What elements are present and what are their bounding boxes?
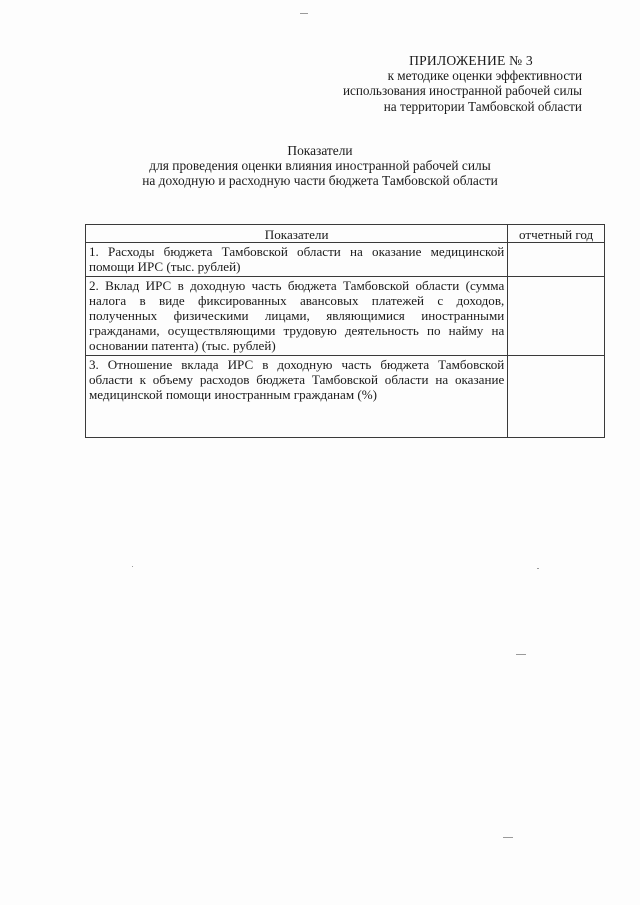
indicator-cell: 3. Отношение вклада ИРС в доходную часть бюджета Тамбовской области к объему расходов бюджета Тамбовской области на оказание медицинской помощи иностранным гражданам (%) [86,356,508,438]
scan-speck [516,654,526,655]
column-header-year: отчетный год [508,225,605,243]
scan-speck [537,568,539,569]
appendix-line: к методике оценки эффективности [387,68,582,84]
year-value-cell [508,277,605,356]
table-row [86,356,605,438]
document-heading [90,144,550,188]
appendix-line: использования иностранной рабочей силы [342,83,582,99]
scan-speck [132,566,133,567]
table-row [86,277,605,356]
scan-speck [300,13,308,14]
heading-title: Показатели [287,143,353,158]
heading-subtitle-line: для проведения оценки влияния иностранной рабочей силы [149,157,491,173]
appendix-title: ПРИЛОЖЕНИЕ № 3 [409,53,533,68]
appendix-header [320,53,582,114]
appendix-line: на территории Тамбовской области [383,98,582,114]
year-value-cell [508,356,605,438]
table-row [86,243,605,277]
scan-speck [503,837,513,838]
heading-subtitle-line: на доходную и расходную части бюджета Тамбовской области [142,172,498,188]
indicators-table [85,224,605,438]
year-value-cell [508,243,605,277]
table-header-row [86,225,605,243]
column-header-indicator: Показатели [86,225,508,243]
indicator-cell: 1. Расходы бюджета Тамбовской области на оказание медицинской помощи ИРС (тыс. рублей) [86,243,508,277]
indicator-cell: 2. Вклад ИРС в доходную часть бюджета Тамбовской области (сумма налога в виде фиксированных авансовых платежей с доходов, полученных физическими лицами, являющимися иностранными гражданами, осуществляющими трудовую деятельность по найму на основании патента) (тыс. рублей) [86,277,508,356]
